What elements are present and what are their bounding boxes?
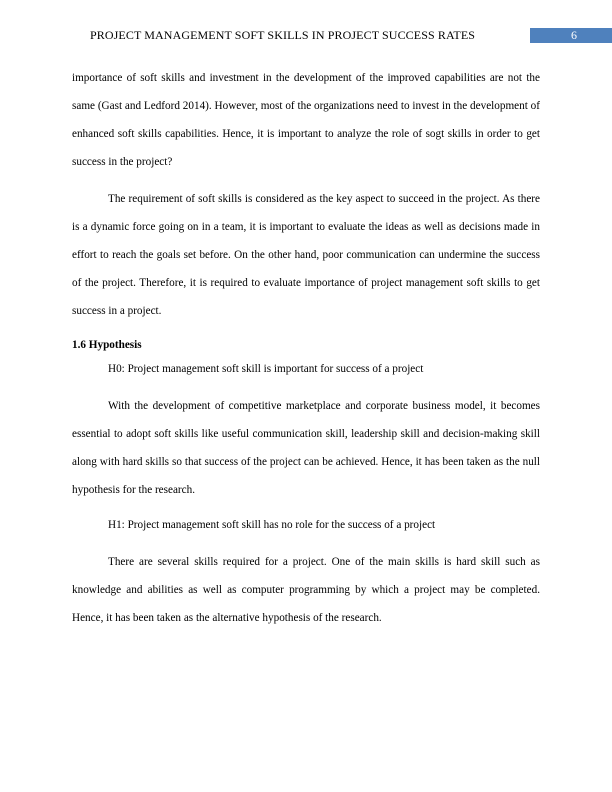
- hypothesis-h0: H0: Project management soft skill is important for success of a project: [108, 363, 424, 375]
- paragraph-gap: [72, 325, 540, 334]
- section-heading: 1.6 Hypothesis: [72, 339, 142, 351]
- paragraph-h1-explanation: There are several skills required for a project. One of the main skills is hard skill such as knowledge and abilities as well as computer programming by which a project may be completed. Hence, it has been taken as the alternative hypothesis of the research.: [72, 556, 540, 624]
- hypothesis-h1: H1: Project management soft skill has no role for the success of a project: [108, 519, 436, 531]
- page-number-box: [530, 28, 612, 43]
- paragraph-h0-explanation: With the development of competitive marketplace and corporate business model, it becomes essential to adopt soft skills like useful communication skill, leadership skill and decision-making skill along with hard skills so that success of the project can be achieved. Hence, it has been taken as the null hypothesis for the research.: [72, 400, 540, 496]
- page-number: 6: [571, 28, 577, 42]
- running-head: PROJECT MANAGEMENT SOFT SKILLS IN PROJECT SUCCESS RATES: [90, 28, 476, 42]
- paragraph-continuation: importance of soft skills and investment in the development of the improved capabilities are not the same (Gast and Ledford 2014). However, most of the organizations need to invest in the development of enhanced soft skills capabilities. Hence, it is important to analyze the role of sogt skills in order to get success in the project?: [72, 72, 540, 168]
- paragraph-soft-skills-requirement: The requirement of soft skills is considered as the key aspect to succeed in the project. As there is a dynamic force going on in a team, it is important to evaluate the ideas as well as decisions made in effort to reach the goals set before. On the other hand, poor communication can undermine the success of the project. Therefore, it is required to evaluate importance of project management soft skills to get success in a project.: [72, 193, 540, 317]
- document-body: [72, 64, 540, 632]
- paragraph-gap: [72, 176, 540, 185]
